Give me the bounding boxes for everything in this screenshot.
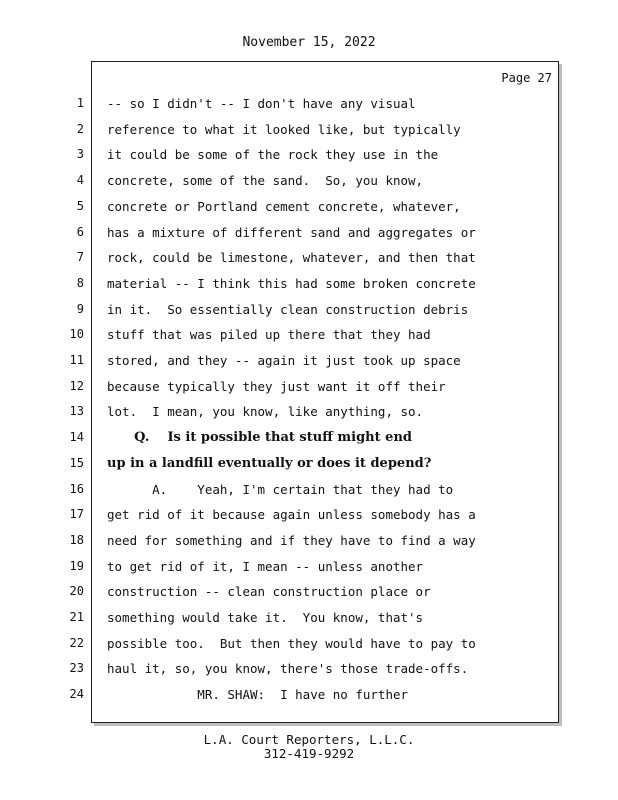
line-number: 2: [76, 121, 84, 136]
transcript-line: reference to what it looked like, but typically: [107, 121, 461, 137]
transcript-line: haul it, so, you know, there's those trade-offs.: [107, 661, 469, 677]
footer-company: L.A. Court Reporters, L.L.C.: [203, 732, 415, 747]
transcript-line: possible too. But then they would have to pay to: [107, 635, 476, 651]
line-number: 12: [69, 378, 84, 393]
line-number: 15: [69, 455, 84, 470]
transcript-line: because typically they just want it off their: [107, 378, 446, 394]
page-number: Page 27: [501, 71, 552, 85]
line-number: 16: [69, 481, 84, 496]
transcript-line: Q. Is it possible that stuff might end: [107, 430, 412, 446]
transcript-line: -- so I didn't -- I don't have any visual: [107, 96, 416, 111]
line-number: 23: [69, 661, 84, 676]
transcript-line: in it. So essentially clean construction debris: [107, 301, 469, 317]
transcript-line: to get rid of it, I mean -- unless another: [107, 558, 424, 574]
line-number: 17: [69, 507, 84, 522]
line-number: 5: [76, 198, 84, 213]
footer-phone: 312-419-9292: [263, 746, 355, 761]
line-number: 18: [69, 532, 84, 547]
transcript-line: has a mixture of different sand and aggregates or: [107, 224, 476, 240]
transcript-line: MR. SHAW: I have no further: [107, 687, 409, 703]
transcript-line: up in a landfill eventually or does it depend?: [107, 455, 432, 471]
line-number: 8: [76, 275, 84, 290]
line-number: 7: [76, 250, 84, 265]
transcript-line: something would take it. You know, that's: [107, 610, 424, 625]
transcript-line: need for something and if they have to find a way: [107, 532, 476, 548]
transcript-line: it could be some of the rock they use in the: [107, 147, 439, 163]
transcript-line: rock, could be limestone, whatever, and then that: [107, 250, 476, 266]
line-number: 24: [69, 687, 84, 702]
line-number: 3: [76, 147, 84, 162]
transcript-line: concrete, some of the sand. So, you know,: [107, 173, 424, 189]
line-number: 14: [69, 430, 84, 445]
line-number: 22: [69, 635, 84, 650]
transcript-line: construction -- clean construction place or: [107, 584, 431, 600]
transcript-line: stuff that was piled up there that they had: [107, 327, 431, 343]
line-number: 10: [69, 327, 84, 342]
transcript-line: lot. I mean, you know, like anything, so.: [107, 404, 424, 420]
line-number: 21: [69, 610, 84, 624]
line-number: 6: [76, 224, 84, 239]
line-number: 19: [69, 558, 84, 573]
transcript-line: A. Yeah, I'm certain that they had to: [107, 481, 454, 497]
line-number: 9: [76, 301, 84, 316]
line-number: 4: [76, 173, 84, 188]
transcript-line: material -- I think this had some broken concrete: [107, 275, 476, 291]
line-number: 1: [76, 96, 84, 110]
transcript-line: concrete or Portland cement concrete, whatever,: [107, 198, 461, 214]
transcript-line: stored, and they -- again it just took up space: [107, 353, 461, 368]
transcript-line: get rid of it because again unless somebody has a: [107, 507, 476, 523]
footer: [0, 733, 618, 761]
line-number: 13: [69, 404, 84, 419]
transcript-date: November 15, 2022: [242, 35, 376, 50]
line-number: 11: [69, 353, 84, 367]
line-number: 20: [69, 584, 84, 599]
